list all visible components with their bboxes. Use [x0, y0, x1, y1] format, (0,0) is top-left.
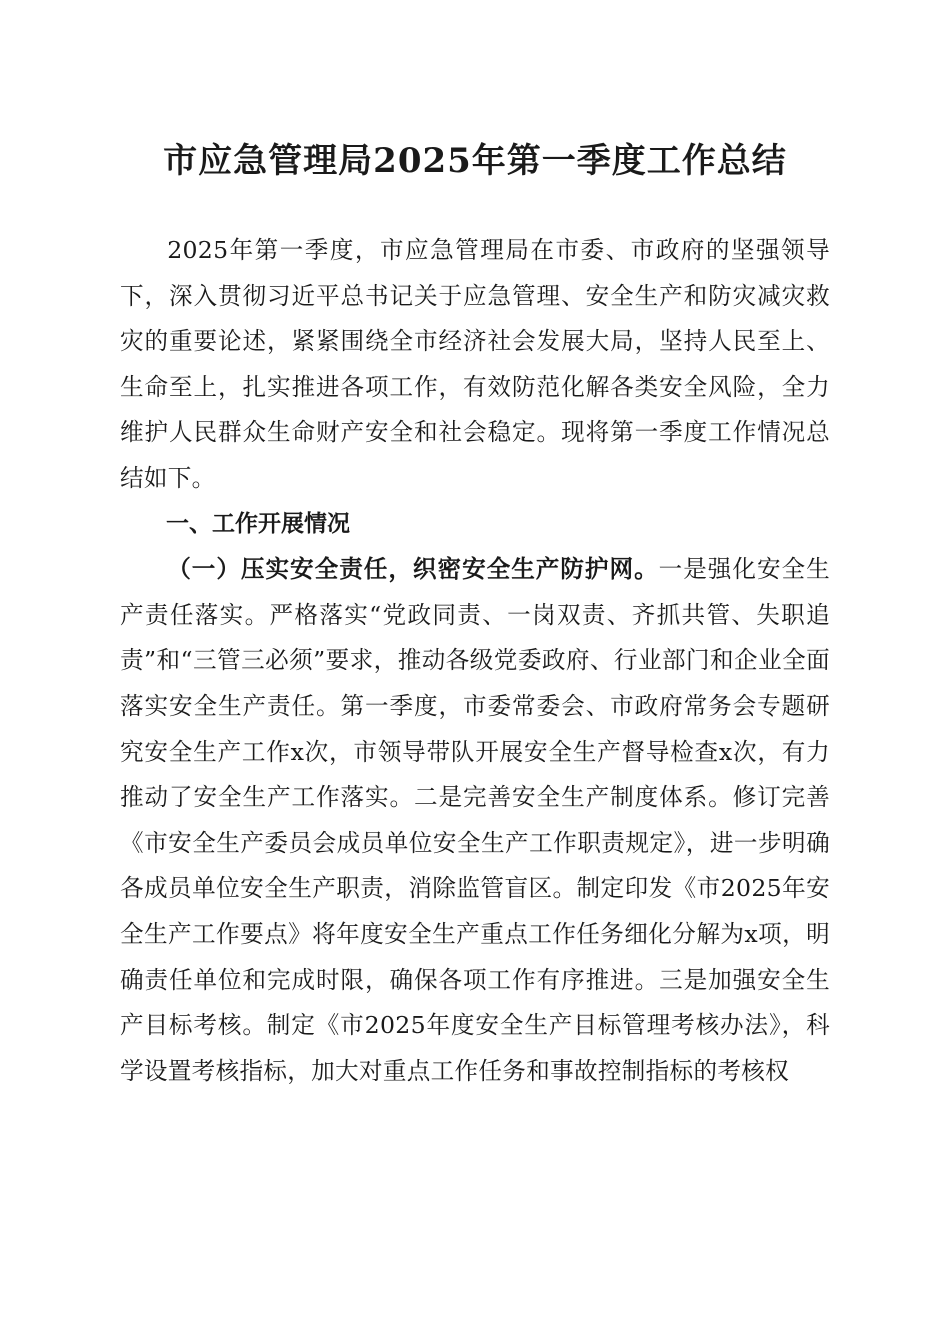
document-title: 市应急管理局2025年第一季度工作总结 [163, 141, 787, 181]
intro-paragraph: 2025年第一季度，市应急管理局在市委、市政府的坚强领导下，深入贯彻习近平总书记关于应急管理、安全生产和防灾减灾救灾的重要论述，紧紧围绕全市经济社会发展大局，坚持人民至上、生命至上，扎实推进各项工作，有效防范化解各类安全风险，全力维护人民群众生命财产安全和社会稳定。现将第一季度工作情况总结如下。 [120, 236, 830, 492]
section-heading-work-progress: 一、工作开展情况 [166, 510, 350, 537]
subsection-paragraph-safety-responsibility [120, 547, 830, 1094]
document-body [120, 228, 830, 1094]
subsection-lead-title: （一）压实安全责任，织密安全生产防护网。 [167, 555, 659, 584]
subsection-body-text: 一是强化安全生产责任落实。严格落实“党政同责、一岗双责、齐抓共管、失职追责”和“三管三必须”要求，推动各级党委政府、行业部门和企业全面落实安全生产责任。第一季度，市委常委会、市政府常务会专题研究安全生产工作x次，市领导带队开展安全生产督导检查x次，有力推动了安全生产工作落实。二是完善安全生产制度体系。修订完善《市安全生产委员会成员单位安全生产工作职责规定》，进一步明确各成员单位安全生产职责，消除监管盲区。制定印发《市2025年安全生产工作要点》将年度安全生产重点工作任务细化分解为x项，明确责任单位和完成时限，确保各项工作有序推进。三是加强安全生产目标考核。制定《市2025年度安全生产目标管理考核办法》，科学设置考核指标，加大对重点工作任务和事故控制指标的考核权 [120, 555, 830, 1085]
